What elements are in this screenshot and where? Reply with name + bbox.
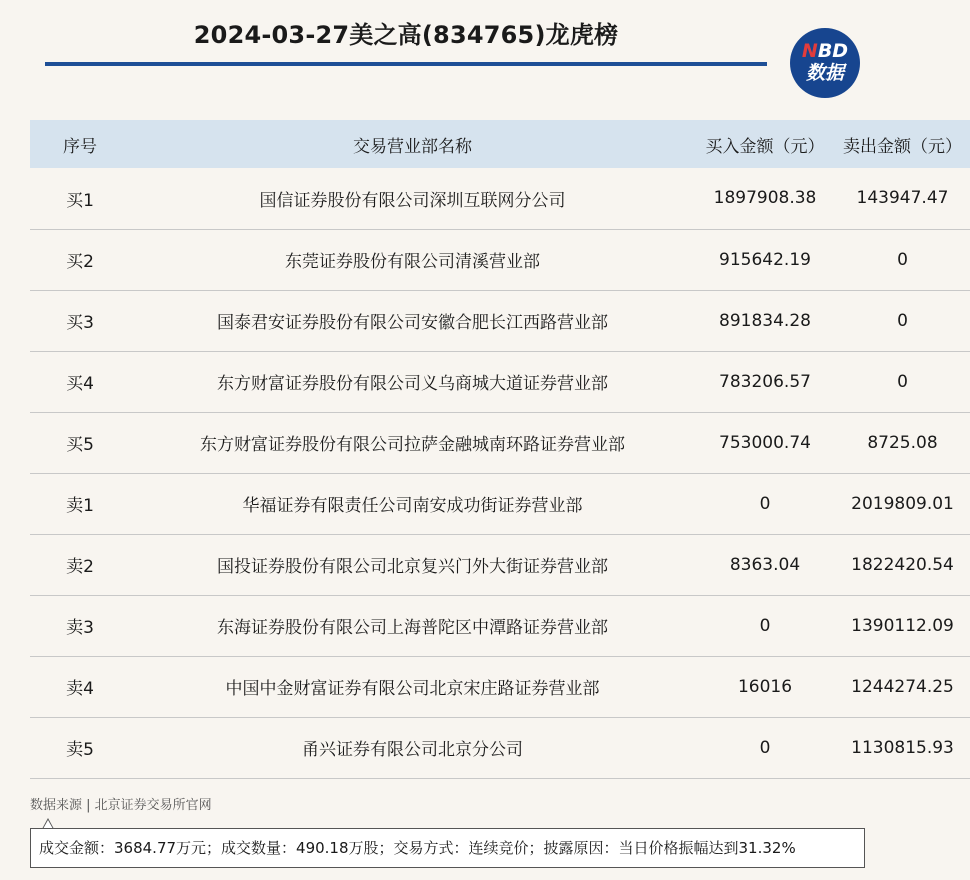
row-seq: 卖2 [30,534,130,595]
table-row [30,351,970,412]
row-buy-amount: 0 [695,595,835,656]
row-sell-amount: 8725.08 [835,412,970,473]
column-header-seq: 序号 [63,136,97,157]
row-branch-name: 国信证券股份有限公司深圳互联网分公司 [130,168,695,229]
row-seq: 买3 [30,290,130,351]
row-buy-amount: 8363.04 [695,534,835,595]
row-seq: 买4 [30,351,130,412]
row-sell-amount: 0 [835,351,970,412]
table-row [30,412,970,473]
row-branch-name: 国泰君安证券股份有限公司安徽合肥长江西路营业部 [130,290,695,351]
table-row [30,717,970,778]
table-row [30,595,970,656]
table-row [30,656,970,717]
column-header-buy: 买入金额（元） [705,136,825,157]
table-row [30,229,970,290]
title-underline [45,62,767,66]
row-buy-amount: 783206.57 [695,351,835,412]
row-sell-amount: 0 [835,290,970,351]
row-buy-amount: 0 [695,473,835,534]
row-branch-name: 中国中金财富证券有限公司北京宋庄路证券营业部 [130,656,695,717]
nbd-logo [790,28,860,98]
row-sell-amount: 0 [835,229,970,290]
row-seq: 卖5 [30,717,130,778]
row-buy-amount: 0 [695,717,835,778]
row-buy-amount: 915642.19 [695,229,835,290]
row-sell-amount: 1244274.25 [835,656,970,717]
table-header-row [30,120,970,168]
logo-bd-letters: BD [817,40,849,62]
row-seq: 卖3 [30,595,130,656]
column-header-sell: 卖出金额（元） [843,136,962,157]
table-row [30,473,970,534]
logo-n-letter: N [801,40,818,62]
row-branch-name: 国投证券股份有限公司北京复兴门外大街证券营业部 [130,534,695,595]
row-seq: 买2 [30,229,130,290]
logo-bottom-text: 数据 [805,62,844,84]
dragon-tiger-table [30,120,970,779]
table-row [30,534,970,595]
row-sell-amount: 1130815.93 [835,717,970,778]
row-sell-amount: 2019809.01 [835,473,970,534]
row-sell-amount: 1822420.54 [835,534,970,595]
row-buy-amount: 891834.28 [695,290,835,351]
table-row [30,168,970,229]
table-row [30,290,970,351]
row-sell-amount: 143947.47 [835,168,970,229]
row-sell-amount: 1390112.09 [835,595,970,656]
row-branch-name: 东方财富证券股份有限公司拉萨金融城南环路证券营业部 [130,412,695,473]
column-header-name: 交易营业部名称 [353,136,472,157]
trade-summary-note: 成交金额：3684.77万元；成交数量：490.18万股；交易方式：连续竞价；披露原因：当日价格振幅达到31.32% [30,828,865,868]
row-branch-name: 东方财富证券股份有限公司义乌商城大道证券营业部 [130,351,695,412]
row-seq: 卖1 [30,473,130,534]
row-seq: 买5 [30,412,130,473]
row-branch-name: 东莞证券股份有限公司清溪营业部 [130,229,695,290]
data-source-caption: 数据来源 | 北京证券交易所官网 [30,798,212,813]
row-buy-amount: 1897908.38 [695,168,835,229]
row-branch-name: 东海证券股份有限公司上海普陀区中潭路证券营业部 [130,595,695,656]
logo-top-text [790,40,860,62]
row-seq: 卖4 [30,656,130,717]
row-branch-name: 华福证券有限责任公司南安成功街证券营业部 [130,473,695,534]
row-buy-amount: 16016 [695,656,835,717]
row-branch-name: 甬兴证券有限公司北京分公司 [130,717,695,778]
page-title: 2024-03-27美之高(834765)龙虎榜 [193,21,619,49]
row-buy-amount: 753000.74 [695,412,835,473]
row-seq: 买1 [30,168,130,229]
